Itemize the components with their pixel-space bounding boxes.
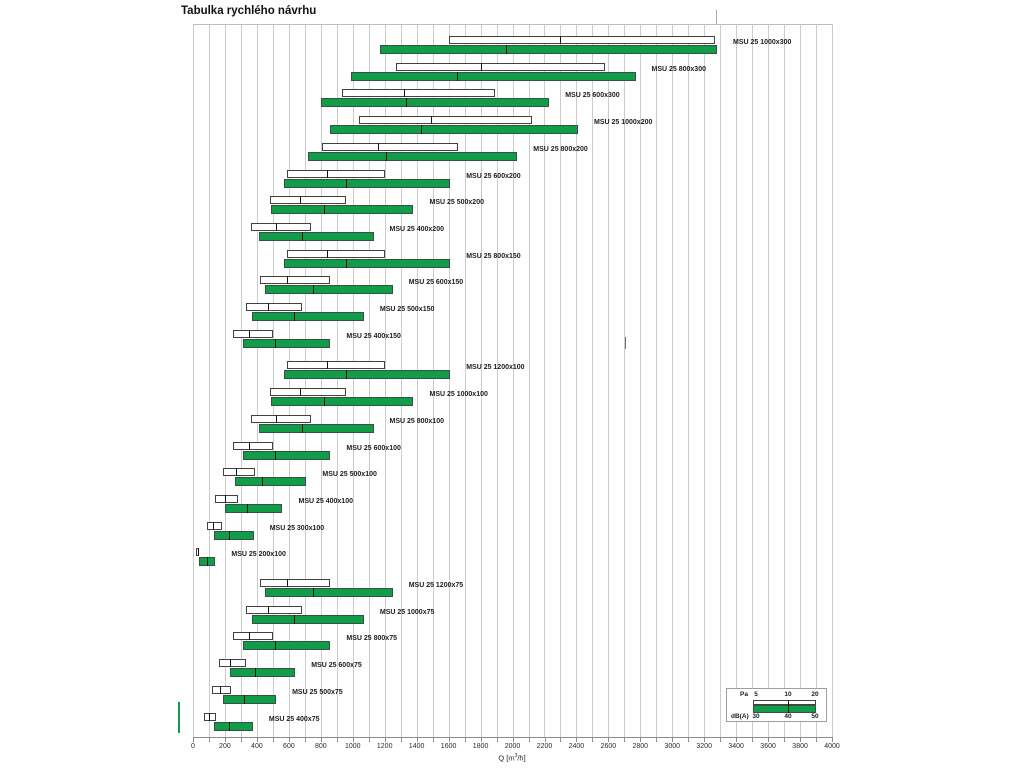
dba-bar-divider — [457, 72, 458, 81]
duct-row — [193, 442, 833, 461]
x-tick — [241, 738, 242, 742]
x-tick-label: 3400 — [728, 743, 744, 750]
duct-row — [193, 223, 833, 242]
dba-bar-divider — [313, 588, 314, 597]
pa-bar — [270, 388, 347, 396]
x-tick — [385, 738, 386, 742]
pa-bar — [260, 276, 330, 284]
pa-bar — [207, 522, 221, 530]
row-label: MSU 25 1200x100 — [466, 364, 525, 372]
x-tick-label: 0 — [191, 743, 195, 750]
row-label: MSU 25 800x200 — [533, 145, 588, 153]
legend-dba-value: 30 — [752, 713, 760, 720]
dba-bar-divider — [247, 504, 248, 513]
duct-row — [193, 415, 833, 434]
row-label: MSU 25 1000x300 — [733, 39, 792, 46]
pa-bar — [204, 713, 216, 721]
x-tick-label: 2800 — [632, 743, 649, 750]
x-tick — [576, 738, 577, 742]
pa-bar — [233, 632, 273, 640]
pa-bar — [449, 36, 716, 44]
pa-bar — [246, 606, 302, 614]
duct-row — [193, 250, 833, 269]
x-tick-label: 2400 — [568, 743, 585, 750]
pa-bar — [287, 250, 384, 258]
x-tick — [513, 738, 514, 742]
pa-bar — [251, 415, 312, 423]
x-tick — [353, 738, 354, 742]
dba-bar-divider — [244, 695, 245, 704]
pa-bar — [396, 63, 605, 71]
x-tick — [193, 738, 194, 742]
duct-row — [193, 196, 833, 215]
pa-bar-divider — [268, 606, 269, 614]
x-tick — [257, 738, 258, 742]
x-tick-label: 3600 — [760, 743, 776, 750]
x-tick — [321, 738, 322, 742]
x-tick — [672, 738, 673, 742]
stray-top-mark — [716, 10, 717, 24]
duct-row — [193, 606, 833, 625]
duct-row — [193, 522, 833, 541]
x-tick-label: 2200 — [536, 743, 553, 750]
x-tick — [369, 738, 370, 742]
pa-bar-divider — [249, 330, 250, 338]
x-tick — [497, 738, 498, 742]
legend-pa-label: Pa — [740, 691, 748, 698]
pa-bar-divider — [404, 89, 405, 97]
dba-bar-divider — [506, 45, 507, 54]
pa-bar-divider — [213, 522, 214, 530]
x-tick — [465, 738, 466, 742]
dba-bar — [308, 152, 517, 161]
duct-row — [193, 170, 833, 189]
x-tick — [608, 738, 609, 742]
dba-bar-divider — [294, 615, 295, 624]
dba-bar-divider — [324, 205, 325, 214]
stray-mid-mark — [625, 337, 626, 349]
dba-bar-divider — [294, 312, 295, 321]
dba-bar-divider — [421, 125, 422, 134]
pa-bar-divider — [249, 632, 250, 640]
dba-bar-divider — [275, 451, 276, 460]
legend-pa-value: 5 — [754, 691, 758, 698]
dba-bar-divider — [346, 179, 347, 188]
row-label: MSU 25 600x100 — [346, 444, 401, 452]
x-tick — [752, 738, 753, 742]
dba-bar-divider — [229, 531, 230, 540]
pa-bar-divider — [287, 579, 288, 587]
x-tick-label: 2600 — [600, 743, 617, 750]
duct-row — [193, 89, 833, 108]
pa-bar-divider — [209, 713, 210, 721]
x-tick — [784, 738, 785, 742]
duct-row — [193, 330, 833, 349]
duct-row — [193, 548, 833, 567]
pa-bar-divider — [300, 196, 301, 204]
duct-row — [193, 495, 833, 514]
pa-bar-divider — [220, 686, 221, 694]
dba-bar — [351, 72, 635, 81]
row-label: MSU 25 500x200 — [429, 199, 484, 207]
dba-bar — [284, 259, 450, 268]
dba-bar — [271, 205, 413, 214]
dba-bar — [243, 451, 331, 460]
row-label: MSU 25 1000x100 — [429, 391, 488, 399]
x-tick-label: 3000 — [664, 743, 681, 750]
x-tick — [832, 738, 833, 742]
legend-dba-value: 50 — [811, 713, 819, 720]
duct-row — [193, 468, 833, 487]
legend-pa-value: 20 — [811, 691, 819, 698]
duct-row — [193, 579, 833, 598]
dba-bar — [259, 424, 374, 433]
dba-bar — [214, 531, 254, 540]
x-tick — [529, 738, 530, 742]
pa-bar — [233, 330, 273, 338]
legend-bar-divider — [788, 700, 789, 713]
row-label: MSU 25 800x75 — [346, 635, 397, 643]
pa-bar-divider — [225, 495, 226, 503]
row-label: MSU 25 1000x200 — [594, 119, 653, 127]
x-tick — [768, 738, 769, 742]
x-tick — [816, 738, 817, 742]
row-label: MSU 25 200x100 — [231, 551, 286, 559]
x-tick — [305, 738, 306, 742]
pa-bar-divider — [230, 659, 231, 667]
row-label: MSU 25 300x100 — [269, 524, 325, 532]
row-label: MSU 25 600x75 — [311, 662, 362, 670]
row-label: MSU 25 600x300 — [565, 92, 620, 100]
dba-bar-divider — [229, 722, 230, 731]
x-tick-label: 2000 — [504, 743, 521, 750]
pa-bar-divider — [268, 303, 269, 311]
x-tick — [704, 738, 705, 742]
x-tick — [289, 738, 290, 742]
x-tick — [592, 738, 593, 742]
x-tick-label: 600 — [283, 743, 295, 750]
pa-bar — [233, 442, 273, 450]
pa-bar — [212, 686, 231, 694]
row-label: MSU 25 1000x75 — [379, 608, 435, 616]
x-tick — [433, 738, 434, 742]
dba-bar — [252, 312, 364, 321]
dba-bar — [235, 477, 307, 486]
x-tick — [401, 738, 402, 742]
dba-bar — [223, 695, 276, 704]
x-tick-label: 3800 — [792, 743, 808, 750]
duct-row — [193, 659, 833, 678]
dba-bar — [265, 588, 393, 597]
duct-row — [193, 36, 833, 55]
pa-bar-divider — [560, 36, 561, 44]
duct-row — [193, 63, 833, 82]
pa-bar-divider — [287, 276, 288, 284]
x-tick — [417, 738, 418, 742]
dba-bar — [243, 339, 331, 348]
dba-bar-divider — [262, 477, 263, 486]
dba-bar-divider — [324, 397, 325, 406]
pa-bar-divider — [236, 468, 237, 476]
pa-bar — [219, 659, 246, 667]
x-tick — [481, 738, 482, 742]
x-tick — [545, 738, 546, 742]
dba-bar — [380, 45, 717, 54]
pa-bar-divider — [276, 415, 277, 423]
x-tick-label: 200 — [219, 743, 231, 750]
x-tick — [273, 738, 274, 742]
row-label: MSU 25 800x150 — [466, 252, 521, 260]
x-tick-label: 1400 — [408, 743, 425, 750]
dba-bar — [252, 615, 364, 624]
row-label: MSU 25 500x75 — [292, 688, 343, 696]
row-label: MSU 25 400x150 — [346, 332, 401, 340]
pa-bar-divider — [249, 442, 250, 450]
stray-green-mark — [178, 702, 180, 733]
pa-bar — [246, 303, 302, 311]
row-label: MSU 25 800x100 — [389, 417, 444, 425]
pa-bar — [359, 116, 532, 124]
x-tick — [449, 738, 450, 742]
x-tick-label: 1800 — [472, 743, 489, 750]
x-tick — [209, 738, 210, 742]
duct-row — [193, 143, 833, 162]
duct-row — [193, 388, 833, 407]
x-tick — [688, 738, 689, 742]
pa-bar — [342, 89, 495, 97]
pa-bar — [287, 170, 384, 178]
pa-bar-divider — [327, 361, 328, 369]
x-tick — [640, 738, 641, 742]
pa-bar — [215, 495, 237, 503]
x-axis-title-suffix: /h] — [517, 753, 526, 763]
x-tick-label: 1000 — [345, 743, 361, 750]
row-label: MSU 25 600x200 — [466, 172, 521, 180]
x-tick — [800, 738, 801, 742]
x-tick — [736, 738, 737, 742]
dba-bar — [271, 397, 413, 406]
dba-bar-divider — [207, 557, 208, 566]
pa-bar-divider — [481, 63, 482, 71]
x-tick-label: 3200 — [696, 743, 712, 750]
x-tick — [624, 738, 625, 742]
duct-row — [193, 303, 833, 322]
x-tick — [225, 738, 226, 742]
dba-bar-divider — [313, 285, 314, 294]
dba-bar-divider — [386, 152, 387, 161]
row-label: MSU 25 500x150 — [379, 306, 435, 313]
duct-row — [193, 276, 833, 295]
dba-bar-divider — [275, 339, 276, 348]
x-axis-title — [472, 753, 552, 763]
pa-bar-divider — [198, 548, 199, 556]
x-tick-label: 1600 — [440, 743, 457, 750]
dba-bar — [259, 232, 374, 241]
dba-bar-divider — [302, 424, 303, 433]
row-label: MSU 25 600x150 — [408, 279, 464, 287]
pa-bar — [223, 468, 255, 476]
dba-bar-divider — [346, 259, 347, 268]
legend-dba-label: dB(A) — [731, 713, 749, 720]
row-label: MSU 25 500x100 — [322, 471, 377, 479]
row-label: MSU 25 400x100 — [298, 497, 353, 505]
pa-bar — [322, 143, 458, 151]
pa-bar-divider — [276, 223, 277, 231]
plot-area — [193, 24, 833, 738]
legend — [726, 688, 827, 722]
pa-bar — [270, 196, 347, 204]
x-axis-title-sup: 3 — [514, 753, 518, 759]
dba-bar — [330, 125, 578, 134]
x-tick — [656, 738, 657, 742]
dba-bar — [284, 370, 450, 379]
x-tick-label: 1200 — [376, 743, 393, 750]
duct-row — [193, 361, 833, 380]
x-tick — [720, 738, 721, 742]
dba-bar-divider — [275, 641, 276, 650]
row-label: MSU 25 400x75 — [268, 715, 320, 723]
x-tick-label: 400 — [251, 743, 263, 750]
pa-bar-divider — [327, 170, 328, 178]
x-tick — [337, 738, 338, 742]
x-tick-label: 800 — [314, 743, 327, 750]
pa-bar-divider — [378, 143, 379, 151]
dba-bar — [243, 641, 331, 650]
duct-row — [193, 632, 833, 651]
chart-title: Tabulka rychlého návrhu — [181, 5, 317, 17]
legend-pa-value: 10 — [784, 691, 792, 698]
x-tick — [560, 738, 561, 742]
pa-bar — [251, 223, 312, 231]
row-label: MSU 25 400x200 — [389, 225, 444, 233]
dba-bar — [284, 179, 450, 188]
dba-bar-divider — [406, 98, 407, 107]
pa-bar — [287, 361, 384, 369]
pa-bar — [260, 579, 330, 587]
dba-bar-divider — [255, 668, 256, 677]
pa-bar-divider — [327, 250, 328, 258]
dba-bar — [214, 722, 253, 731]
x-tick-label: 4000 — [824, 743, 840, 750]
pa-bar-divider — [431, 116, 432, 124]
legend-dba-bar — [753, 705, 816, 713]
pa-bar-divider — [300, 388, 301, 396]
row-label: MSU 25 1200x75 — [408, 582, 464, 589]
dba-bar-divider — [346, 370, 347, 379]
legend-dba-value: 40 — [784, 713, 792, 720]
row-label: MSU 25 800x300 — [651, 65, 706, 73]
dba-bar — [321, 98, 549, 107]
dba-bar — [265, 285, 393, 294]
dba-bar — [230, 668, 296, 677]
x-axis-title-text: Q [m — [498, 753, 515, 763]
dba-bar-divider — [302, 232, 303, 241]
duct-row — [193, 116, 833, 135]
dba-bar — [225, 504, 283, 513]
